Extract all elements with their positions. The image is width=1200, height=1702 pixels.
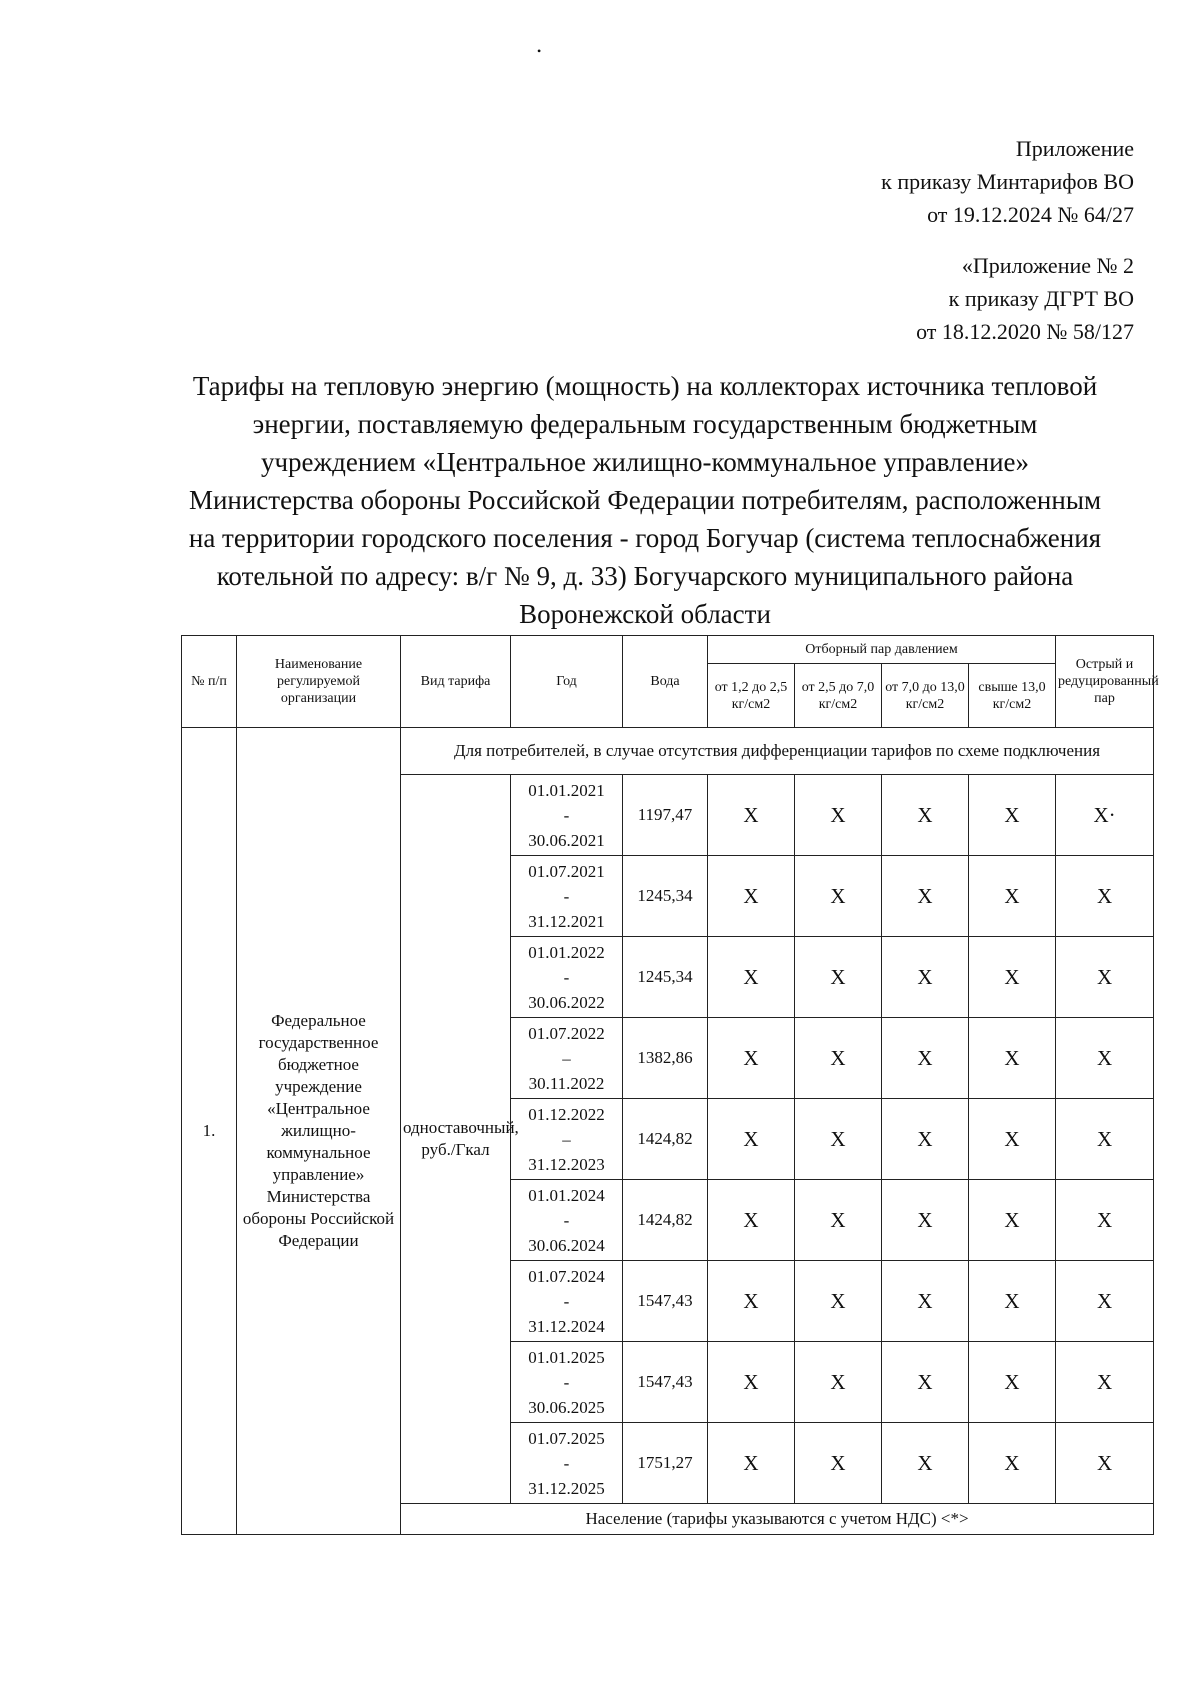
steam-4-value: X: [969, 1099, 1056, 1180]
header-steam-4: свыше 13,0 кг/см2: [969, 664, 1056, 728]
title-line: Воронежской области: [519, 599, 771, 629]
steam-3-value: X: [882, 937, 969, 1018]
sharp-steam-value: X: [1056, 1423, 1154, 1504]
steam-4-value: X: [969, 1261, 1056, 1342]
steam-1-value: X: [708, 775, 795, 856]
appendix-line: от 19.12.2024 № 64/27: [927, 202, 1134, 227]
steam-1-value: X: [708, 1342, 795, 1423]
appendix-line: к приказу ДГРТ ВО: [948, 286, 1134, 311]
steam-2-value: X: [795, 1180, 882, 1261]
steam-4-value: X: [969, 775, 1056, 856]
steam-2-value: X: [795, 1342, 882, 1423]
water-tariff: 1547,43: [623, 1342, 708, 1423]
period-cell: 01.07.2024 - 31.12.2024: [511, 1261, 623, 1342]
water-tariff: 1547,43: [623, 1261, 708, 1342]
sharp-steam-value: X: [1056, 856, 1154, 937]
water-tariff: 1424,82: [623, 1099, 708, 1180]
tariff-type: одноставочный, руб./Гкал: [401, 775, 511, 1504]
steam-3-value: X: [882, 775, 969, 856]
water-tariff: 1245,34: [623, 937, 708, 1018]
sharp-steam-value: X: [1056, 1342, 1154, 1423]
period-cell: 01.01.2022 - 30.06.2022: [511, 937, 623, 1018]
period-cell: 01.07.2025 - 31.12.2025: [511, 1423, 623, 1504]
steam-1-value: X: [708, 1423, 795, 1504]
header-steam-2: от 2,5 до 7,0 кг/см2: [795, 664, 882, 728]
title-line: Министерства обороны Российской Федерации потребителям, расположенным: [188, 485, 1102, 515]
steam-3-value: X: [882, 1423, 969, 1504]
title-line: энергии, поставляемую федеральным государственным бюджетным: [252, 409, 1038, 439]
sharp-steam-value: X: [1056, 1099, 1154, 1180]
header-steam-1: от 1,2 до 2,5 кг/см2: [708, 664, 795, 728]
header-steam-group: Отборный пар давлением: [708, 636, 1056, 664]
header-year: Год: [511, 636, 623, 728]
section-population: Население (тарифы указываются с учетом НДС) <*>: [401, 1504, 1154, 1535]
header-water: Вода: [623, 636, 708, 728]
appendix-line: Приложение: [1015, 136, 1134, 161]
steam-3-value: X: [882, 1018, 969, 1099]
steam-4-value: X: [969, 1180, 1056, 1261]
steam-2-value: X: [795, 1018, 882, 1099]
sharp-steam-value: X: [1056, 937, 1154, 1018]
appendix-line: от 18.12.2020 № 58/127: [916, 319, 1134, 344]
sharp-steam-value: X: [1056, 1018, 1154, 1099]
water-tariff: 1751,27: [623, 1423, 708, 1504]
steam-4-value: X: [969, 1342, 1056, 1423]
organization-name: Федеральное государственное бюджетное учреждение «Центральное жилищно-коммунальное управление» Министерства обороны Российской Федерации: [237, 728, 401, 1535]
header-sharp-steam: Острый и редуцированный пар: [1056, 636, 1154, 728]
header-num: № п/п: [182, 636, 237, 728]
period-cell: 01.12.2022 – 31.12.2023: [511, 1099, 623, 1180]
steam-2-value: X: [795, 1423, 882, 1504]
sharp-steam-value: X: [1056, 1180, 1154, 1261]
appendix-2-header: [916, 249, 1134, 348]
steam-2-value: X: [795, 1099, 882, 1180]
steam-1-value: X: [708, 1261, 795, 1342]
appendix-header: [881, 132, 1134, 231]
steam-3-value: X: [882, 1342, 969, 1423]
appendix-line: «Приложение № 2: [961, 253, 1134, 278]
steam-3-value: X: [882, 1099, 969, 1180]
title-line: Тарифы на тепловую энергию (мощность) на коллекторах источника тепловой: [192, 371, 1098, 401]
steam-2-value: X: [795, 937, 882, 1018]
title-line: учреждением «Центральное жилищно-коммунальное управление»: [260, 447, 1030, 477]
steam-1-value: X: [708, 856, 795, 937]
steam-3-value: X: [882, 1180, 969, 1261]
title-line: на территории городского поселения - город Богучар (система теплоснабжения: [188, 523, 1102, 553]
water-tariff: 1382,86: [623, 1018, 708, 1099]
steam-2-value: X: [795, 775, 882, 856]
title-line: котельной по адресу: в/г № 9, д. 33) Богучарского муниципального района: [216, 561, 1074, 591]
steam-1-value: X: [708, 1099, 795, 1180]
period-cell: 01.01.2025 - 30.06.2025: [511, 1342, 623, 1423]
sharp-steam-value: X: [1056, 1261, 1154, 1342]
appendix-line: к приказу Минтарифов ВО: [881, 169, 1134, 194]
water-tariff: 1424,82: [623, 1180, 708, 1261]
row-number: 1.: [182, 728, 237, 1535]
document-title: [150, 367, 1140, 633]
steam-2-value: X: [795, 1261, 882, 1342]
steam-2-value: X: [795, 856, 882, 937]
period-cell: 01.07.2022 – 30.11.2022: [511, 1018, 623, 1099]
tariff-table: [181, 635, 1159, 1535]
steam-1-value: X: [708, 1180, 795, 1261]
period-cell: 01.07.2021 - 31.12.2021: [511, 856, 623, 937]
header-steam-3: от 7,0 до 13,0 кг/см2: [882, 664, 969, 728]
section-no-differentiation: Для потребителей, в случае отсутствия дифференциации тарифов по схеме подключения: [401, 728, 1154, 775]
water-tariff: 1197,47: [623, 775, 708, 856]
period-cell: 01.01.2021 - 30.06.2021: [511, 775, 623, 856]
steam-4-value: X: [969, 937, 1056, 1018]
steam-3-value: X: [882, 856, 969, 937]
steam-1-value: X: [708, 1018, 795, 1099]
steam-4-value: X: [969, 1423, 1056, 1504]
water-tariff: 1245,34: [623, 856, 708, 937]
stray-mark: •: [537, 44, 542, 58]
header-organization: Наименование регулируемой организации: [237, 636, 401, 728]
steam-1-value: X: [708, 937, 795, 1018]
sharp-steam-value: X·: [1056, 775, 1154, 856]
steam-4-value: X: [969, 856, 1056, 937]
steam-3-value: X: [882, 1261, 969, 1342]
steam-4-value: X: [969, 1018, 1056, 1099]
header-tariff-type: Вид тарифа: [401, 636, 511, 728]
period-cell: 01.01.2024 - 30.06.2024: [511, 1180, 623, 1261]
